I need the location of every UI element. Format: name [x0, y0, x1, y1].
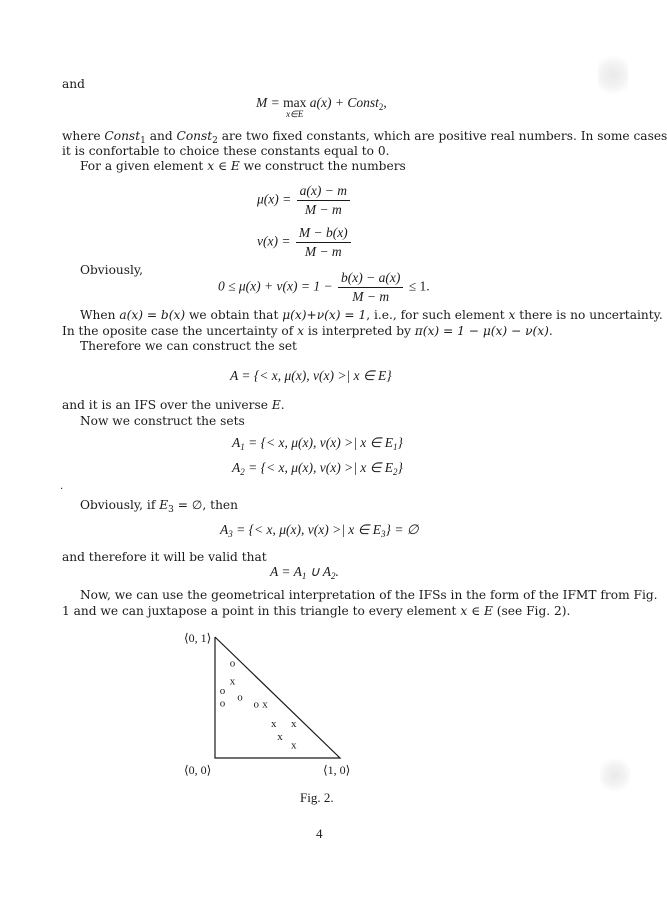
- eq-A3-rhs: = {< x, μ(x), ν(x) >| x ∈ E: [232, 522, 382, 537]
- text: ∈: [214, 159, 231, 173]
- eq-M-rhs: a(x) + Const: [306, 95, 379, 110]
- point-marker-o: o: [237, 691, 243, 704]
- eq-M-max-under: x∈E: [286, 109, 304, 119]
- text-obviously: Obviously,: [80, 263, 144, 277]
- text: In the oposite case the uncertainty of: [62, 324, 298, 338]
- math-const2: Const: [176, 129, 213, 143]
- eq-A1-lhs: A: [232, 435, 241, 450]
- math-expr: a(x) = b(x): [119, 308, 186, 322]
- figure-caption: Fig. 2.: [300, 790, 334, 805]
- point-marker-o: o: [219, 697, 226, 710]
- eq-A3-end: } = ∅: [385, 522, 419, 537]
- eq-A2-lhs: A: [232, 460, 241, 475]
- equation-A3: [220, 522, 419, 539]
- paragraph-where-line2: it is confortable to choice these constants equal to 0.: [62, 144, 390, 158]
- math-const1: Const: [104, 129, 141, 143]
- eq-nu-fraction: [296, 225, 351, 260]
- paragraph-geometric-line1: Now, we can use the geometrical interpretation of the IFSs in the form of the IFMT from Fig.: [80, 588, 658, 602]
- eq-ineq-lhs: 0 ≤ μ(x) + ν(x) = 1 −: [218, 278, 336, 294]
- text: (see Fig. 2).: [492, 604, 571, 618]
- eq-M-sub: 2: [378, 102, 384, 112]
- math-E: E: [271, 398, 281, 412]
- eq-nu-denominator: M − m: [304, 244, 342, 259]
- point-marker-x: x: [271, 717, 277, 730]
- eq-sub: 3: [381, 529, 386, 539]
- text: is interpreted by: [303, 324, 415, 338]
- equation-mu: [257, 183, 352, 218]
- eq-A2-rhs: = {< x, μ(x), ν(x) >| x ∈ E: [244, 460, 394, 475]
- point-marker-x: x: [229, 675, 236, 688]
- paragraph-obviously-if: [80, 497, 600, 518]
- math-sub: 1: [140, 136, 146, 146]
- point-marker-o: o: [219, 685, 226, 698]
- eq-mu-fraction: [297, 183, 350, 218]
- eq-nu-lhs: ν(x) =: [257, 233, 294, 249]
- paragraph-given: [80, 158, 600, 174]
- paragraph-geometric-line2: [62, 603, 582, 619]
- point-marker-x: x: [291, 717, 297, 730]
- eq-ineq-numerator: b(x) − a(x): [338, 270, 403, 288]
- point-marker-o: o: [253, 698, 259, 711]
- eq-ineq-fraction: [338, 270, 403, 305]
- eq-M-lhs: M =: [256, 95, 284, 110]
- scan-smudge-top: [598, 50, 628, 100]
- figure-ifmt-triangle: [170, 625, 370, 785]
- text-valid: and therefore it will be valid that: [62, 550, 267, 564]
- eq-sub: 1: [301, 571, 307, 581]
- equation-M: [256, 95, 387, 120]
- eq-A2-end: }: [397, 460, 403, 475]
- eq-M-max: [283, 95, 306, 120]
- equation-union: [270, 564, 339, 581]
- point-marker-o: o: [229, 657, 236, 670]
- math-x: x: [207, 159, 215, 173]
- eq-sub: 2: [393, 467, 398, 477]
- text: we construct the numbers: [239, 159, 406, 173]
- eq-sub: 1: [393, 442, 398, 452]
- eq-sub: 2: [331, 571, 336, 581]
- eq-M-max-op: max: [283, 95, 307, 110]
- text: we obtain that: [185, 308, 283, 322]
- eq-A1-end: }: [397, 435, 403, 450]
- eq-ineq-denominator: M − m: [352, 289, 390, 304]
- text-and: and: [62, 77, 85, 91]
- point-marker-x: x: [277, 731, 283, 744]
- paragraph-oposite: [62, 323, 582, 339]
- text: and: [145, 129, 177, 143]
- text: Obviously, if: [80, 498, 160, 512]
- stray-dot: ·: [60, 484, 64, 495]
- text: = ∅, then: [173, 498, 238, 512]
- math-sub: 3: [168, 505, 174, 515]
- text: and it is an IFS over the universe: [62, 398, 272, 412]
- text: .: [548, 324, 553, 338]
- eq-sub: 2: [240, 467, 245, 477]
- math-x: x: [508, 308, 516, 322]
- text: When: [80, 308, 120, 322]
- math-E: E: [159, 498, 169, 512]
- text: are two fixed constants, which are positive real numbers. In some cases: [217, 129, 667, 143]
- eq-mu-denominator: M − m: [304, 202, 342, 217]
- math-E: E: [484, 604, 493, 618]
- math-expr: μ(x)+ν(x) = 1: [282, 308, 367, 322]
- equation-A-set: A = {< x, μ(x), ν(x) >| x ∈ E}: [230, 368, 392, 383]
- text: 1 and we can juxtapose a point in this triangle to every element: [62, 604, 461, 618]
- math-x: x: [297, 324, 304, 338]
- eq-union-c: .: [335, 564, 339, 579]
- point-marker-x: x: [291, 739, 297, 752]
- eq-A1-rhs: = {< x, μ(x), ν(x) >| x ∈ E: [244, 435, 394, 450]
- equation-A2: [232, 460, 403, 477]
- eq-M-end: ,: [383, 95, 387, 110]
- equation-nu: [257, 225, 353, 260]
- text-now-sets: Now we construct the sets: [80, 414, 245, 428]
- text: .: [280, 398, 285, 412]
- scan-smudge-bottom: [600, 755, 630, 795]
- math-x: x: [460, 604, 468, 618]
- eq-mu-numerator: a(x) − m: [297, 183, 350, 201]
- eq-sub: 1: [240, 442, 245, 452]
- vertex-label-origin: ⟨0, 0⟩: [184, 763, 212, 777]
- text: ∈: [467, 604, 484, 618]
- equation-inequality: [218, 270, 430, 305]
- point-marker-x: x: [262, 698, 268, 711]
- vertex-label-top: ⟨0, 1⟩: [184, 631, 212, 645]
- equation-A1: [232, 435, 403, 452]
- vertex-label-right: ⟨1, 0⟩: [323, 763, 351, 777]
- eq-mu-lhs: μ(x) =: [257, 191, 295, 207]
- eq-nu-numerator: M − b(x): [296, 225, 351, 243]
- paragraph-when: [80, 307, 663, 323]
- eq-ineq-rhs: ≤ 1.: [405, 278, 430, 294]
- text: where: [62, 129, 105, 143]
- eq-A3-lhs: A: [220, 522, 229, 537]
- math-expr: π(x) = 1 − μ(x) − ν(x): [414, 324, 549, 338]
- text-therefore: Therefore we can construct the set: [80, 339, 297, 353]
- text: For a given element: [80, 159, 208, 173]
- text: , i.e., for such element: [366, 308, 509, 322]
- eq-sub: 3: [228, 529, 233, 539]
- eq-union-a: A = A: [270, 564, 302, 579]
- eq-union-b: ∪ A: [306, 564, 332, 579]
- math-E: E: [230, 159, 240, 173]
- math-sub: 2: [212, 136, 218, 146]
- page-number: 4: [316, 826, 323, 841]
- paragraph-ifs: [62, 397, 582, 413]
- text: there is no uncertainty.: [515, 308, 663, 322]
